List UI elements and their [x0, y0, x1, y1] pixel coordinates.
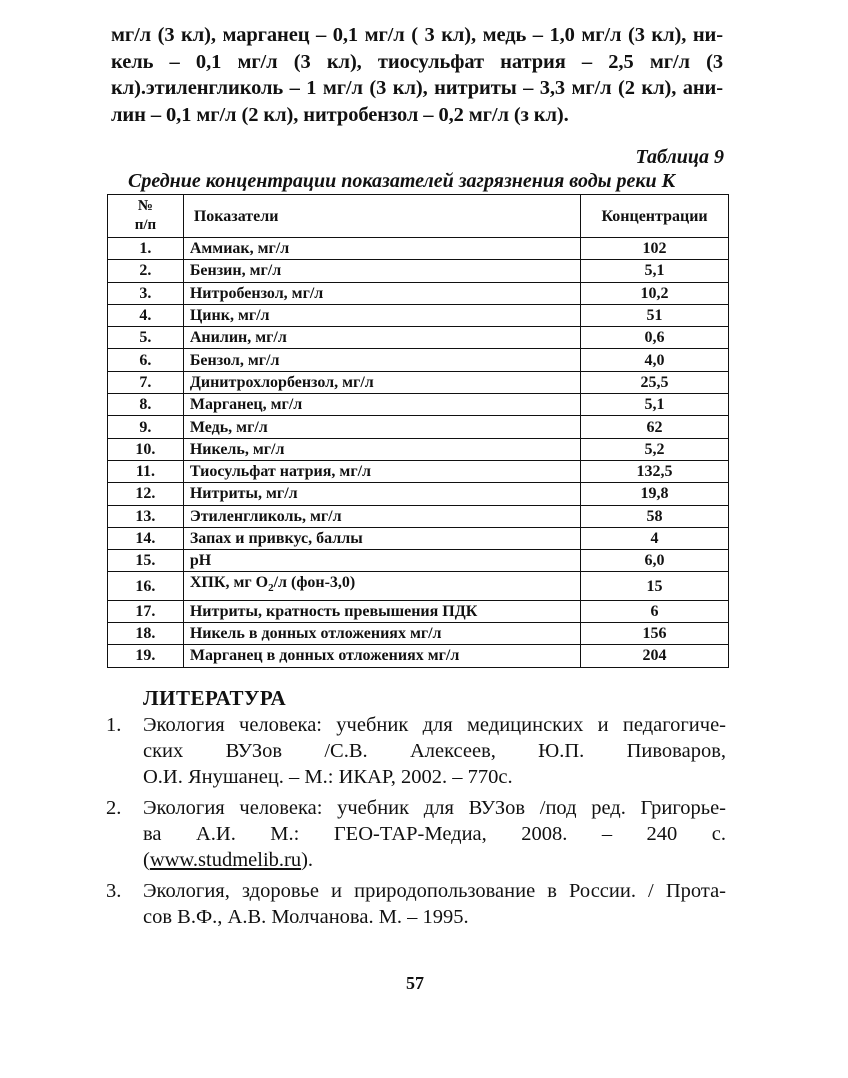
table-row [108, 371, 729, 393]
literature-line: ва А.И. М.: ГЕО-ТАР-Медиа, 2008. – 240 с. [143, 823, 726, 845]
row-indicator: Бензин, мг/л [183, 260, 580, 282]
row-concentration: 102 [581, 238, 729, 260]
table-label: Таблица 9 [635, 146, 724, 168]
table-row [108, 438, 729, 460]
row-indicator: Марганец в донных отложениях мг/л [183, 645, 580, 667]
literature-list [106, 712, 726, 935]
literature-line: сов В.Ф., А.В. Молчанова. М. – 1995. [143, 906, 469, 928]
row-concentration: 204 [581, 645, 729, 667]
row-indicator: pH [183, 550, 580, 572]
row-concentration: 5,2 [581, 438, 729, 460]
table-row [108, 349, 729, 371]
row-number: 1. [108, 238, 184, 260]
page-number: 57 [406, 973, 424, 993]
row-indicator: Нитриты, мг/л [183, 483, 580, 505]
row-number: 17. [108, 600, 184, 622]
row-number: 8. [108, 394, 184, 416]
row-indicator: Марганец, мг/л [183, 394, 580, 416]
table-row [108, 282, 729, 304]
row-concentration: 58 [581, 505, 729, 527]
literature-item-text [143, 795, 726, 873]
header-number-top: № [137, 198, 153, 214]
table-row [108, 550, 729, 572]
table-body [108, 238, 729, 668]
indicator-subscript: 2 [268, 582, 274, 595]
literature-heading: ЛИТЕРАТУРА [143, 686, 287, 710]
intro-line: лин – 0,1 мг/л (2 кл), нитробензол – 0,2 мг/л (з кл). [111, 103, 569, 126]
row-number: 10. [108, 438, 184, 460]
literature-line: Экология человека: учебник для медицинских и педагогиче- [143, 714, 726, 736]
literature-item [106, 712, 726, 790]
literature-line: О.И. Янушанец. – М.: ИКАР, 2002. – 770с. [143, 766, 513, 788]
row-number: 4. [108, 304, 184, 326]
literature-line: Экология, здоровье и природопользование в России. / Прота- [143, 880, 726, 902]
literature-line: Экология человека: учебник для ВУЗов /под ред. Григорье- [143, 797, 726, 819]
row-indicator: Бензол, мг/л [183, 349, 580, 371]
row-concentration: 6 [581, 600, 729, 622]
row-indicator: Медь, мг/л [183, 416, 580, 438]
row-concentration: 156 [581, 622, 729, 644]
header-indicator: Показатели [183, 195, 580, 238]
row-concentration: 4,0 [581, 349, 729, 371]
table-row [108, 416, 729, 438]
table-row [108, 460, 729, 482]
row-concentration: 4 [581, 527, 729, 549]
row-concentration: 6,0 [581, 550, 729, 572]
row-indicator: Нитробензол, мг/л [183, 282, 580, 304]
row-concentration: 51 [581, 304, 729, 326]
table-row [108, 572, 729, 600]
row-number: 18. [108, 622, 184, 644]
header-concentration: Концентрации [581, 195, 729, 238]
table-row [108, 327, 729, 349]
row-indicator: Цинк, мг/л [183, 304, 580, 326]
row-concentration: 19,8 [581, 483, 729, 505]
row-number: 6. [108, 349, 184, 371]
literature-item-number: 3. [106, 880, 122, 902]
row-concentration: 15 [581, 572, 729, 600]
literature-item [106, 878, 726, 930]
row-indicator [183, 572, 580, 600]
literature-item-number: 1. [106, 714, 122, 736]
row-number: 3. [108, 282, 184, 304]
header-number [108, 195, 184, 238]
row-indicator: Динитрохлорбензол, мг/л [183, 371, 580, 393]
indicator-tail: /л (фон-3,0) [273, 574, 356, 592]
table-title: Средние концентрации показателей загрязнения воды реки К [128, 170, 676, 192]
literature-item-text [143, 712, 726, 790]
intro-paragraph [111, 22, 723, 128]
row-number: 13. [108, 505, 184, 527]
row-number: 9. [108, 416, 184, 438]
intro-line: мг/л (3 кл), марганец – 0,1 мг/л ( 3 кл), медь – 1,0 мг/л (3 кл), ни- [111, 24, 723, 46]
row-indicator: Запах и привкус, баллы [183, 527, 580, 549]
row-indicator: Тиосульфат натрия, мг/л [183, 460, 580, 482]
row-number: 5. [108, 327, 184, 349]
row-number: 15. [108, 550, 184, 572]
table-row [108, 600, 729, 622]
literature-link-line [143, 847, 726, 873]
intro-line: кл).этиленгликоль – 1 мг/л (3 кл), нитриты – 3,3 мг/л (2 кл), ани- [111, 77, 723, 99]
row-concentration: 25,5 [581, 371, 729, 393]
row-number: 2. [108, 260, 184, 282]
table-row [108, 527, 729, 549]
link-prefix: ( [143, 849, 150, 871]
table-row [108, 260, 729, 282]
row-concentration: 5,1 [581, 394, 729, 416]
concentration-table [107, 194, 729, 668]
header-number-bottom: п/п [134, 217, 157, 233]
row-concentration: 10,2 [581, 282, 729, 304]
row-indicator: Нитриты, кратность превышения ПДК [183, 600, 580, 622]
studmelib-link[interactable]: www.studmelib.ru [149, 849, 302, 871]
row-indicator: Аммиак, мг/л [183, 238, 580, 260]
table-row [108, 483, 729, 505]
literature-item [106, 795, 726, 873]
row-number: 19. [108, 645, 184, 667]
row-indicator: Анилин, мг/л [183, 327, 580, 349]
row-number: 11. [108, 460, 184, 482]
table-row [108, 645, 729, 667]
row-indicator: Никель, мг/л [183, 438, 580, 460]
row-concentration: 132,5 [581, 460, 729, 482]
row-indicator: Этиленгликоль, мг/л [183, 505, 580, 527]
table-row [108, 304, 729, 326]
literature-item-text [143, 878, 726, 930]
row-concentration: 62 [581, 416, 729, 438]
row-number: 16. [108, 572, 184, 600]
link-suffix: ). [301, 849, 314, 871]
row-indicator: Никель в донных отложениях мг/л [183, 622, 580, 644]
literature-item-number: 2. [106, 797, 122, 819]
table-header-row [108, 195, 729, 238]
literature-line: ских ВУЗов /С.В. Алексеев, Ю.П. Пивоваров, [143, 740, 726, 762]
intro-line: кель – 0,1 мг/л (3 кл), тиосульфат натрия – 2,5 мг/л (3 [111, 50, 723, 73]
table-row [108, 238, 729, 260]
table-row [108, 394, 729, 416]
indicator-main: ХПК, мг O [189, 574, 269, 592]
table-row [108, 505, 729, 527]
row-number: 14. [108, 527, 184, 549]
row-number: 7. [108, 371, 184, 393]
row-number: 12. [108, 483, 184, 505]
row-concentration: 5,1 [581, 260, 729, 282]
table-row [108, 622, 729, 644]
row-concentration: 0,6 [581, 327, 729, 349]
